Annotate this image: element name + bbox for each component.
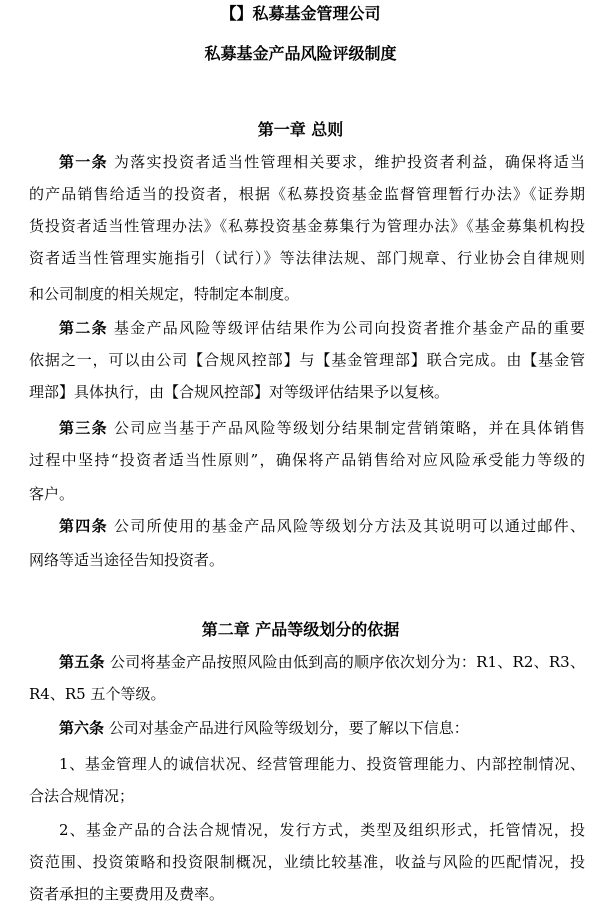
article-6-label: 第六条 xyxy=(59,719,105,737)
article-3-line-1: 第三条 公司应当基于产品风险等级划分结果制定营销策略，并在具体销售 xyxy=(59,419,585,437)
article-4-label: 第四条 xyxy=(59,517,108,535)
chapter-2-title: 第二章 产品等级划分的依据 xyxy=(201,620,400,639)
article-1-line-3: 货投资者适当性管理办法》《私募投资基金募集行为管理办法》《基金募集机构投 xyxy=(29,217,585,235)
article-3-label: 第三条 xyxy=(59,419,108,437)
article-4-line-1: 第四条 公司所使用的基金产品风险等级划分方法及其说明可以通过邮件、 xyxy=(59,517,585,535)
article-1-line-1: 第一条 为落实投资者适当性管理相关要求，维护投资者利益，确保将适当 xyxy=(59,153,585,171)
article-5-line-2: R4、R5 五个等级。 xyxy=(29,685,166,703)
article-4-line-2: 网络等适当途径告知投资者。 xyxy=(29,551,225,569)
item-1-line-1: 1、基金管理人的诚信状况、经营管理能力、投资管理能力、内部控制情况、 xyxy=(59,755,585,773)
article-1-line-2: 的产品销售给适当的投资者，根据《私募投资基金监督管理暂行办法》《证券期 xyxy=(29,185,585,203)
article-3-line-2: 过程中坚持“投资者适当性原则”，确保将产品销售给对应风险承受能力等级的 xyxy=(29,451,585,469)
article-6-line-1: 第六条 公司对基金产品进行风险等级划分，要了解以下信息： xyxy=(59,719,469,737)
article-1-line-5: 和公司制度的相关规定，特制定本制度。 xyxy=(29,285,300,303)
chapter-1-title: 第一章 总则 xyxy=(257,120,344,139)
document-title: 私募基金产品风险评级制度 xyxy=(204,44,397,63)
article-2-line-1: 第二条 基金产品风险等级评估结果作为公司向投资者推介基金产品的重要 xyxy=(59,319,585,337)
article-2-label: 第二条 xyxy=(59,319,108,337)
article-2-line-3: 理部】具体执行，由【合规风控部】对等级评估结果予以复核。 xyxy=(29,383,450,401)
article-1-line-4: 资者适当性管理实施指引（试行）》等法律法规、部门规章、行业协会自律规则 xyxy=(29,249,585,267)
company-name: 【】私募基金管理公司 xyxy=(220,4,381,23)
article-1-label: 第一条 xyxy=(59,153,108,171)
article-5-line-1: 第五条 公司将基金产品按照风险由低到高的顺序依次划分为：R1、R2、R3、 xyxy=(59,653,585,671)
article-3-line-3: 客户。 xyxy=(29,485,75,503)
article-2-line-2: 依据之一，可以由公司【合规风控部】与【基金管理部】联合完成。由【基金管 xyxy=(29,351,585,369)
article-5-label: 第五条 xyxy=(59,653,105,671)
item-2-line-2: 资范围、投资策略和投资限制概况，业绩比较基准，收益与风险的匹配情况，投 xyxy=(29,853,585,871)
item-2-line-3: 资者承担的主要费用及费率。 xyxy=(29,885,225,903)
item-1-line-2: 合法合规情况； xyxy=(29,787,135,805)
item-2-line-1: 2、基金产品的合法合规情况，发行方式，类型及组织形式，托管情况，投 xyxy=(59,821,585,839)
